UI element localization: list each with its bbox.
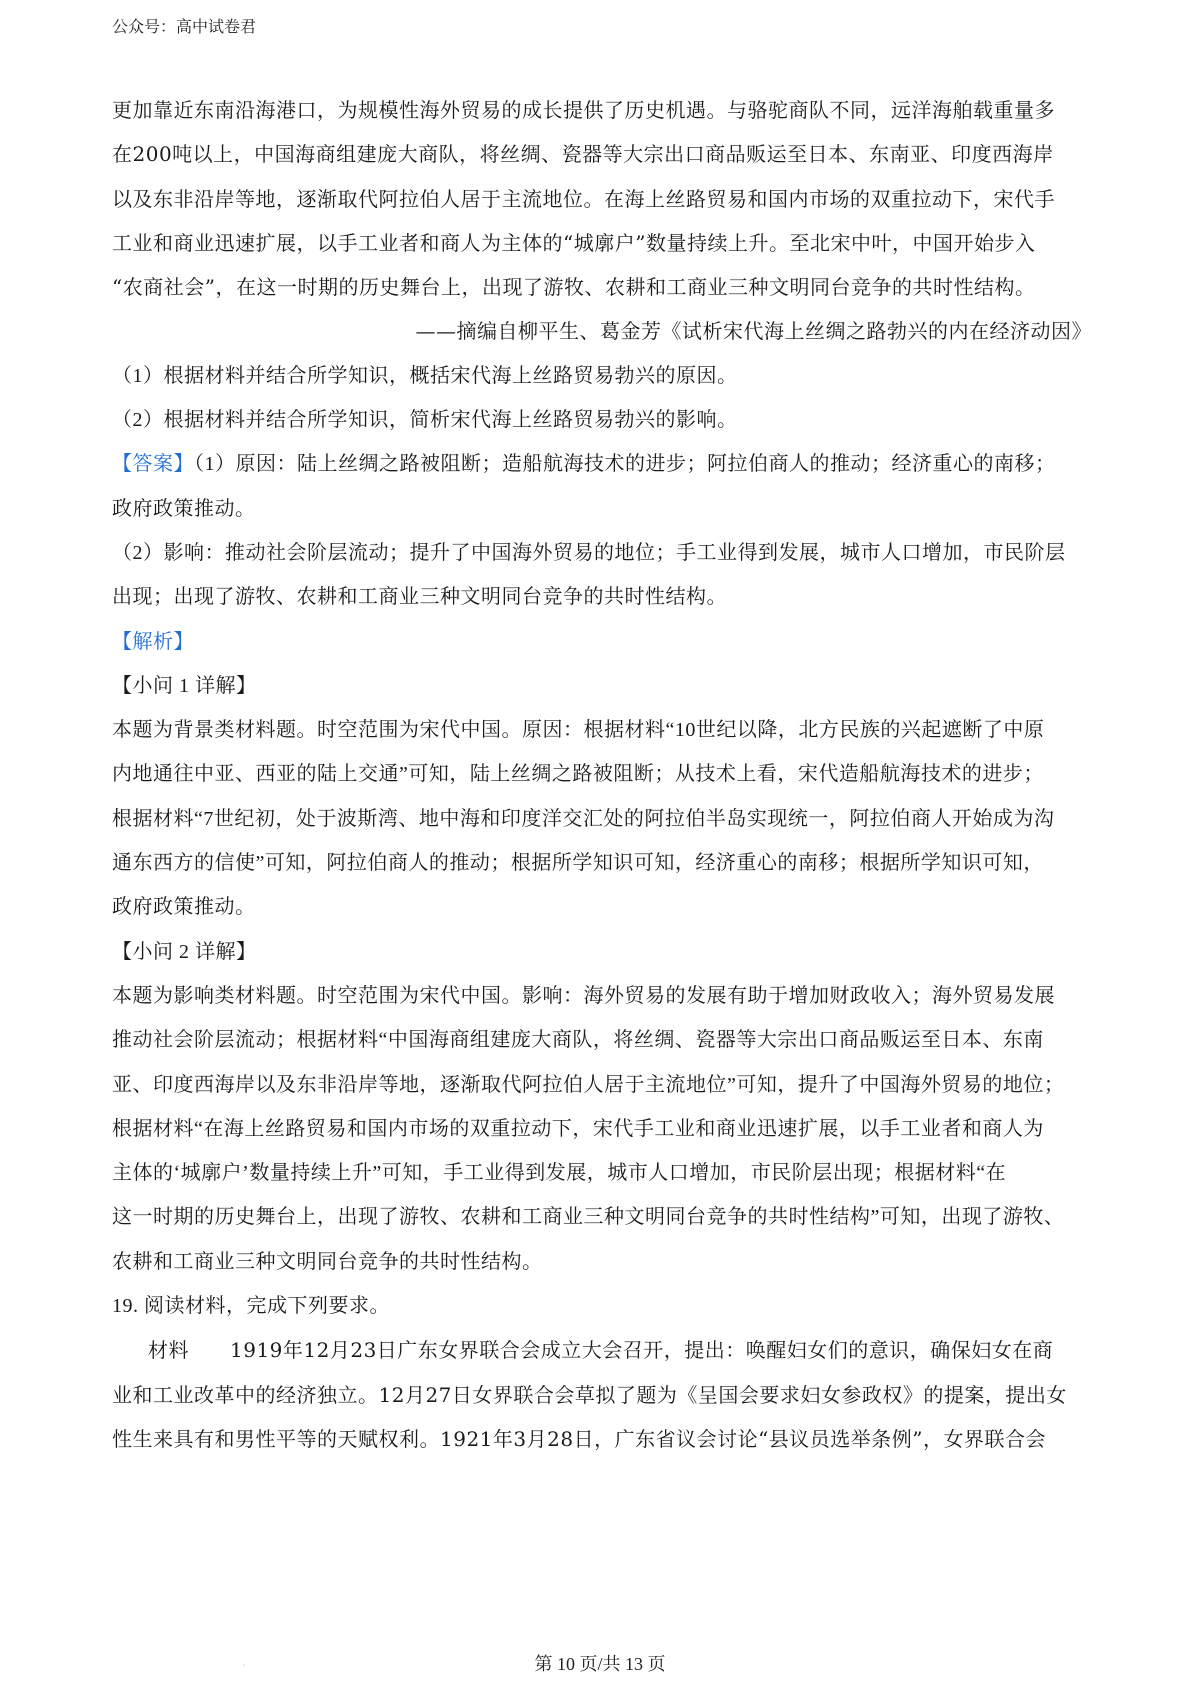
material-line: 工业和商业迅速扩展，以手工业者和商人为主体的“城廓户”数量持续上升。至北宋中叶，中国开始步入: [112, 230, 1036, 255]
decorative-dot: ·: [243, 1661, 246, 1670]
question-19-title: 19. 阅读材料，完成下列要求。: [112, 1295, 390, 1318]
answer-line-4: 出现；出现了游牧、农耕和工商业三种文明同台竞争的共时性结构。: [112, 586, 727, 609]
answer-line-3: （2）影响：推动社会阶层流动；提升了中国海外贸易的地位；手工业得到发展，城市人口增加，市民阶层: [112, 541, 1066, 564]
sub1-title: 【小问 1 详解】: [112, 674, 257, 697]
answer-line-2: 政府政策推动。: [112, 497, 256, 520]
q19-material-line: 性生来具有和男性平等的天赋权利。1921年3月28日，广东省议会讨论“县议员选举条例”，女界联合会: [112, 1426, 1047, 1451]
analysis-label: 【解析】: [112, 630, 194, 653]
sub1-line: 根据材料“7世纪初，处于波斯湾、地中海和印度洋交汇处的阿拉伯半岛实现统一，阿拉伯商人开始成为沟: [112, 807, 1055, 830]
citation: ——摘编自柳平生、葛金芳《试析宋代海上丝绸之路勃兴的内在经济动因》: [415, 319, 1092, 344]
material-line: 在200吨以上，中国海商组建庞大商队，将丝绸、瓷器等大宗出口商品贩运至日本、东南亚、印度西海岸: [112, 142, 1054, 167]
answer-line-1: [112, 450, 1092, 494]
question-2: （2）根据材料并结合所学知识，简析宋代海上丝路贸易勃兴的影响。: [112, 409, 738, 432]
sub1-line: 本题为背景类材料题。时空范围为宋代中国。原因：根据材料“10世纪以降，北方民族的兴起遮断了中原: [112, 719, 1045, 742]
sub2-line: 这一时期的历史舞台上，出现了游牧、农耕和工商业三种文明同台竞争的共时性结构”可知，出现了游牧、: [112, 1206, 1065, 1229]
sub2-line: 主体的‘城廓户’数量持续上升”可知，手工业得到发展，城市人口增加，市民阶层出现；根据材料“在: [112, 1162, 1007, 1185]
material-line: 以及东非沿岸等地，逐渐取代阿拉伯人居于主流地位。在海上丝路贸易和国内市场的双重拉动下，宋代手: [112, 186, 1055, 211]
sub1-line: 内地通往中亚、西亚的陆上交通”可知，陆上丝绸之路被阻断；从技术上看，宋代造船航海技术的进步；: [112, 763, 1044, 786]
sub2-line: 农耕和工商业三种文明同台竞争的共时性结构。: [112, 1250, 543, 1273]
sub1-line: 通东西方的信使”可知，阿拉伯商人的推动；根据所学知识可知，经济重心的南移；根据所学知识可知，: [112, 852, 1044, 875]
sub2-line: 推动社会阶层流动；根据材料“中国海商组建庞大商队，将丝绸、瓷器等大宗出口商品贩运至日本、东南: [112, 1029, 1044, 1052]
question-1: （1）根据材料并结合所学知识，概括宋代海上丝路贸易勃兴的原因。: [112, 364, 738, 387]
material-line: 更加靠近东南沿海港口，为规模性海外贸易的成长提供了历史机遇。与骆驼商队不同，远洋海舶载重量多: [112, 98, 1055, 122]
sub2-line: 亚、印度西海岸以及东非沿岸等地，逐渐取代阿拉伯人居于主流地位”可知，提升了中国海外贸易的地位；: [112, 1073, 1065, 1096]
sub2-line: 本题为影响类材料题。时空范围为宋代中国。影响：海外贸易的发展有助于增加财政收入；海外贸易发展: [112, 984, 1055, 1007]
sub1-line: 政府政策推动。: [112, 896, 256, 919]
material-line: “农商社会”，在这一时期的历史舞台上，出现了游牧、农耕和工商业三种文明同台竞争的共时性结构。: [112, 275, 1036, 300]
page-number: 第 10 页/共 13 页: [534, 1654, 666, 1674]
q19-material-line: 材料 1919年12月23日广东女界联合会成立大会召开，提出：唤醒妇女们的意识，确保妇女在商: [148, 1338, 1054, 1363]
content-body: [112, 96, 1092, 1469]
sub2-line: 根据材料“在海上丝路贸易和国内市场的双重拉动下，宋代手工业和商业迅速扩展，以手工业者和商人为: [112, 1117, 1044, 1140]
answer-text: （1）原因：陆上丝绸之路被阻断；造船航海技术的进步；阿拉伯商人的推动；经济重心的南移；: [194, 453, 1056, 476]
q19-material-line: 业和工业改革中的经济独立。12月27日女界联合会草拟了题为《呈国会要求妇女参政权》的提案，提出女: [112, 1382, 1067, 1407]
answer-label: 【答案】: [112, 453, 194, 476]
sub2-title: 【小问 2 详解】: [112, 940, 257, 963]
source-header: 公众号：高中试卷君: [112, 17, 257, 36]
